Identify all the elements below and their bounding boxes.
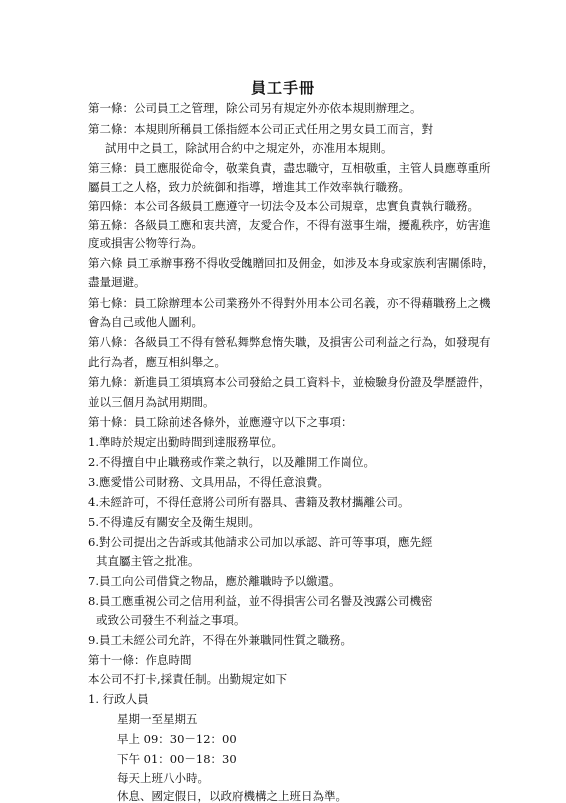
article-6-cont: 盡量迴避。 bbox=[88, 275, 146, 289]
article-8-cont: 此行為者，應互相糾舉之。 bbox=[88, 355, 226, 369]
article-9: 第九條：新進員工須填寫本公司發給之員工資料卡，並檢驗身份證及學歷證件， bbox=[88, 375, 491, 389]
rule-item-8-cont: 或致公司發生不利益之事項。 bbox=[96, 613, 246, 627]
staff-category: 1. 行政人員 bbox=[88, 692, 149, 706]
afternoon-hours: 下午 01：00－18：30 bbox=[117, 752, 237, 766]
rule-item-6-cont: 其直屬主管之批准。 bbox=[96, 554, 200, 568]
article-8: 第八條：各級員工不得有營私舞弊怠惰失職，及損害公司利益之行為，如發現有 bbox=[88, 335, 491, 349]
article-3: 第三條：員工應服從命令，敬業負責，盡忠職守，互相敬重，主管人員應尊重所 bbox=[88, 161, 491, 175]
rule-item-6: 6.對公司提出之告訴或其他請求公司加以承認、許可等事項，應先經 bbox=[88, 535, 433, 549]
holiday-rule: 休息、國定假日，以政府機構之上班日為準。 bbox=[117, 789, 347, 803]
document-title: 員工手冊 bbox=[250, 79, 315, 97]
article-2-cont: 試用中之員工，除試用合約中之規定外，亦准用本規則。 bbox=[105, 141, 393, 155]
rule-item-3: 3.應愛惜公司財務、文具用品，不得任意浪費。 bbox=[88, 475, 329, 489]
rule-item-9: 9.員工未經公司允許，不得在外兼職同性質之職務。 bbox=[88, 633, 352, 647]
article-2: 第二條：本規則所稱員工係指經本公司正式任用之男女員工而言，對 bbox=[88, 122, 433, 136]
article-4: 第四條：本公司各級員工應遵守一切法令及本公司規章，忠實負責執行職務。 bbox=[88, 199, 479, 213]
work-days: 星期一至星期五 bbox=[117, 712, 198, 726]
article-7-cont: 會為自己或他人圖利。 bbox=[88, 315, 203, 329]
article-3-cont: 屬員工之人格，致力於統御和指導，增進其工作效率執行職務。 bbox=[88, 180, 410, 194]
rule-item-4: 4.未經許可，不得任意將公司所有器具、書籍及教材攜離公司。 bbox=[88, 495, 410, 509]
rule-item-8: 8.員工應重視公司之信用利益，並不得損害公司名譽及洩露公司機密 bbox=[88, 594, 433, 608]
attendance-policy: 本公司不打卡,採責任制。出勤規定如下 bbox=[88, 672, 288, 686]
article-10: 第十條：員工除前述各條外，並應遵守以下之事項： bbox=[88, 415, 353, 429]
article-5: 第五條：各級員工應和衷共濟，友愛合作，不得有滋事生端，擾亂秩序，妨害進 bbox=[88, 218, 491, 232]
article-7: 第七條：員工除辦理本公司業務外不得對外用本公司名義，亦不得藉職務上之機 bbox=[88, 296, 491, 310]
article-11: 第十一條：作息時間 bbox=[88, 653, 192, 667]
article-5-cont: 度或損害公物等行為。 bbox=[88, 236, 203, 250]
rule-item-2: 2.不得擅自中止職務或作業之執行，以及離開工作崗位。 bbox=[88, 455, 375, 469]
daily-hours: 每天上班八小時。 bbox=[117, 771, 209, 785]
rule-item-5: 5.不得違反有關安全及衛生規則。 bbox=[88, 515, 260, 529]
article-9-cont: 並以三個月為試用期間。 bbox=[88, 395, 215, 409]
article-1: 第一條：公司員工之管理，除公司另有規定外亦依本規則辦理之。 bbox=[88, 101, 422, 115]
rule-item-7: 7.員工向公司借貸之物品，應於離職時予以繳還。 bbox=[88, 574, 341, 588]
morning-hours: 早上 09：30－12：00 bbox=[117, 732, 237, 746]
article-6: 第六條 員工承辦事務不得收受餽贈回扣及佣金，如涉及本身或家族利害關係時， bbox=[88, 256, 495, 270]
rule-item-1: 1.準時於規定出勤時間到達服務單位。 bbox=[88, 435, 283, 449]
